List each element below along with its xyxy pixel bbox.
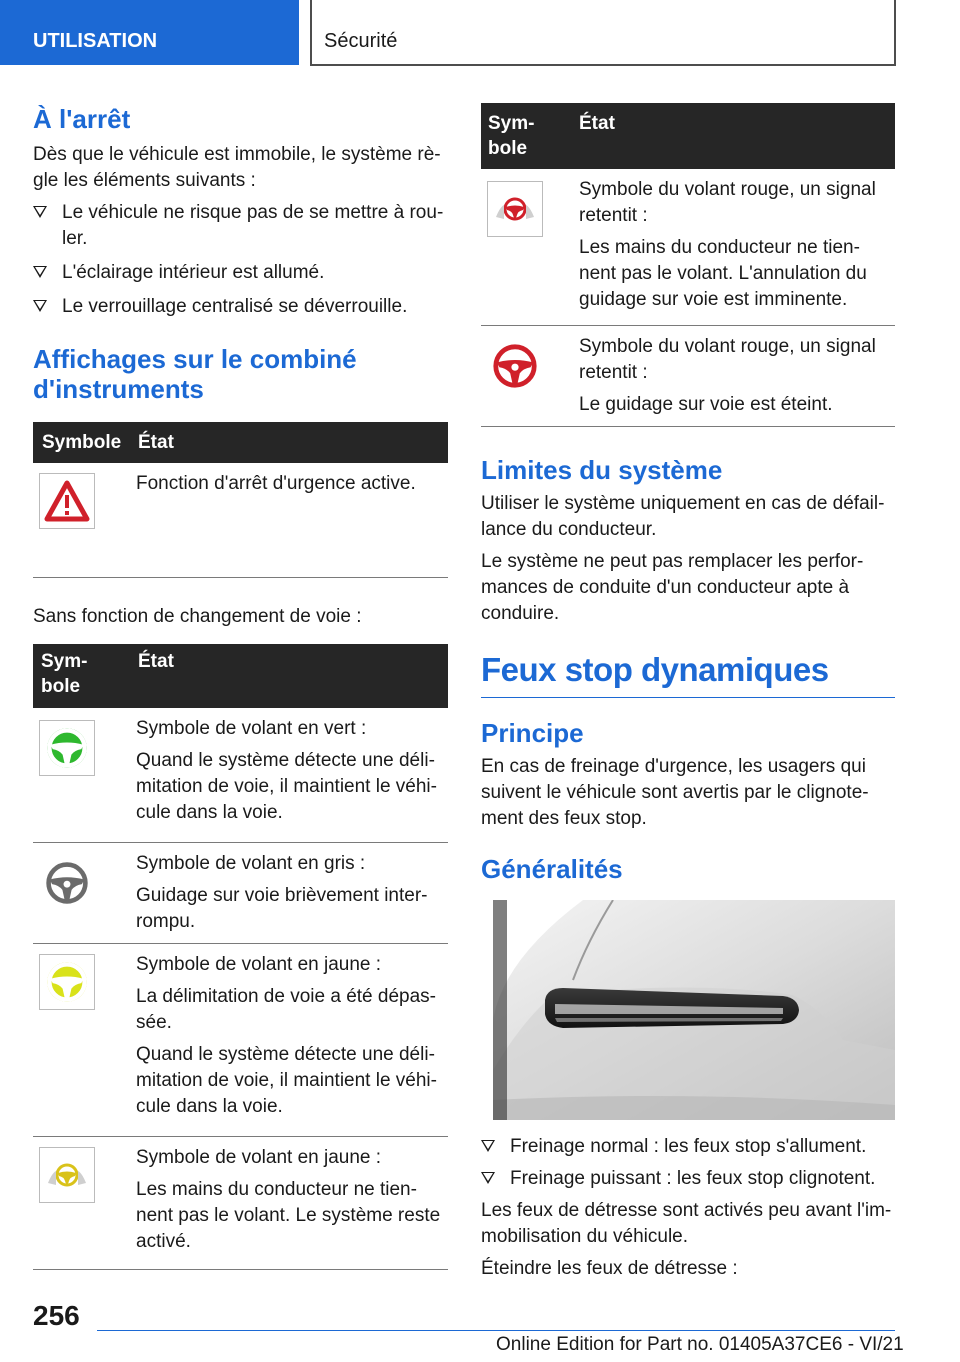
section-label: UTILISATION	[33, 30, 158, 52]
paragraph: Les feux de détresse sont activés peu avant l'im-mobilisation du véhicule.	[481, 1200, 892, 1247]
section-heading: À l'arrêt	[33, 104, 131, 134]
steering-wheel-red-icon	[487, 338, 543, 394]
header-divider	[894, 0, 896, 66]
state-text: Symbole du volant rouge, un signal retentit :	[579, 179, 876, 226]
state-text: Symbole de volant en vert :	[136, 717, 367, 739]
list-item: Freinage normal : les feux stop s'allument.	[481, 1134, 895, 1160]
table-row	[33, 1136, 448, 1269]
state-text: Symbole de volant en jaune :	[136, 953, 382, 975]
steering-wheel-green-icon	[39, 720, 95, 776]
triangle-bullet-icon	[33, 206, 47, 218]
state-text: Symbole de volant en gris :	[136, 852, 366, 874]
column-header: Sym-bole	[481, 103, 575, 169]
column-header: État	[575, 103, 895, 169]
table-row	[33, 463, 448, 577]
bullet-list	[481, 1134, 895, 1192]
column-header: Sym-bole	[33, 644, 132, 708]
table-row	[33, 943, 448, 1136]
section-heading: Généralités	[481, 854, 623, 884]
symbol-table	[33, 422, 448, 578]
list-item: Freinage puissant : les feux stop clignotent.	[481, 1166, 895, 1192]
triangle-bullet-icon	[33, 266, 47, 278]
header-rule	[310, 64, 896, 66]
triangle-bullet-icon	[481, 1140, 495, 1152]
list-item: Le véhicule ne risque pas de se mettre à rou-ler.	[33, 200, 448, 252]
header-divider	[310, 0, 312, 66]
state-text: Les mains du conducteur ne tien-nent pas le volant. Le système reste activé.	[136, 1178, 441, 1252]
list-item: L'éclairage intérieur est allumé.	[33, 260, 448, 286]
column-header: Symbole	[33, 422, 132, 463]
steering-wheel-gray-icon	[39, 855, 95, 911]
table-row	[481, 169, 895, 326]
triangle-bullet-icon	[481, 1172, 495, 1184]
paragraph: Dès que le véhicule est immobile, le système rè-gle les éléments suivants :	[33, 144, 441, 191]
state-text: Symbole de volant en jaune :	[136, 1146, 382, 1168]
page-number: 256	[33, 1300, 80, 1331]
state-text: La délimitation de voie a été dépas-sée.	[136, 985, 436, 1033]
bullet-list	[33, 200, 448, 320]
table-row	[33, 842, 448, 943]
steering-wheel-yellow-icon	[39, 954, 95, 1010]
triangle-bullet-icon	[33, 300, 47, 312]
paragraph: Le système ne peut pas remplacer les perfor-mances de conduite d'un conducteur apte à conduire.	[481, 551, 864, 624]
heading-rule	[481, 697, 895, 698]
section-heading: Affichages sur le combiné d'instruments	[33, 344, 357, 404]
state-text: Quand le système détecte une déli-mitation de voie, il maintient le véhi-cule dans la voie.	[136, 749, 437, 823]
steering-wheel-yellow-hands-icon	[39, 1147, 95, 1203]
section-heading: Limites du système	[481, 455, 723, 485]
section-heading: Principe	[481, 718, 584, 748]
column-header: État	[132, 422, 448, 463]
section-tab	[0, 0, 299, 65]
column-header: État	[132, 644, 448, 708]
footer-rule	[97, 1330, 895, 1331]
paragraph: Utiliser le système uniquement en cas de défail-lance du conducteur.	[481, 493, 885, 540]
state-text: Le guidage sur voie est éteint.	[579, 394, 833, 415]
state-text: Quand le système détecte une déli-mitation de voie, il maintient le véhi-cule dans la voie.	[136, 1043, 437, 1117]
steering-wheel-red-hands-icon	[487, 181, 543, 237]
symbol-table	[481, 103, 895, 427]
symbol-table	[33, 644, 448, 1270]
state-text: Guidage sur voie brièvement inter-rompu.	[136, 884, 428, 932]
warning-triangle-icon	[39, 473, 95, 529]
list-item: Le verrouillage centralisé se déverrouille.	[33, 294, 448, 320]
chapter-title: Sécurité	[324, 30, 398, 52]
paragraph: Sans fonction de changement de voie :	[33, 605, 362, 627]
chapter-heading: Feux stop dynamiques	[481, 651, 829, 688]
table-row	[33, 708, 448, 843]
state-text: Symbole du volant rouge, un signal retentit :	[579, 336, 876, 383]
paragraph: En cas de freinage d'urgence, les usagers qui suivent le véhicule sont avertis par le clignote-ment des feux stop.	[481, 756, 869, 829]
paragraph: Éteindre les feux de détresse :	[481, 1258, 738, 1279]
table-row	[481, 326, 895, 427]
state-text: Fonction d'arrêt d'urgence active.	[136, 473, 416, 494]
edition-text: Online Edition for Part no. 01405A37CE6 - VI/21	[496, 1334, 904, 1355]
state-text: Les mains du conducteur ne tien-nent pas le volant. L'annulation du guidage sur voie est imminente.	[579, 237, 867, 310]
tail-light-illustration	[493, 900, 895, 1120]
